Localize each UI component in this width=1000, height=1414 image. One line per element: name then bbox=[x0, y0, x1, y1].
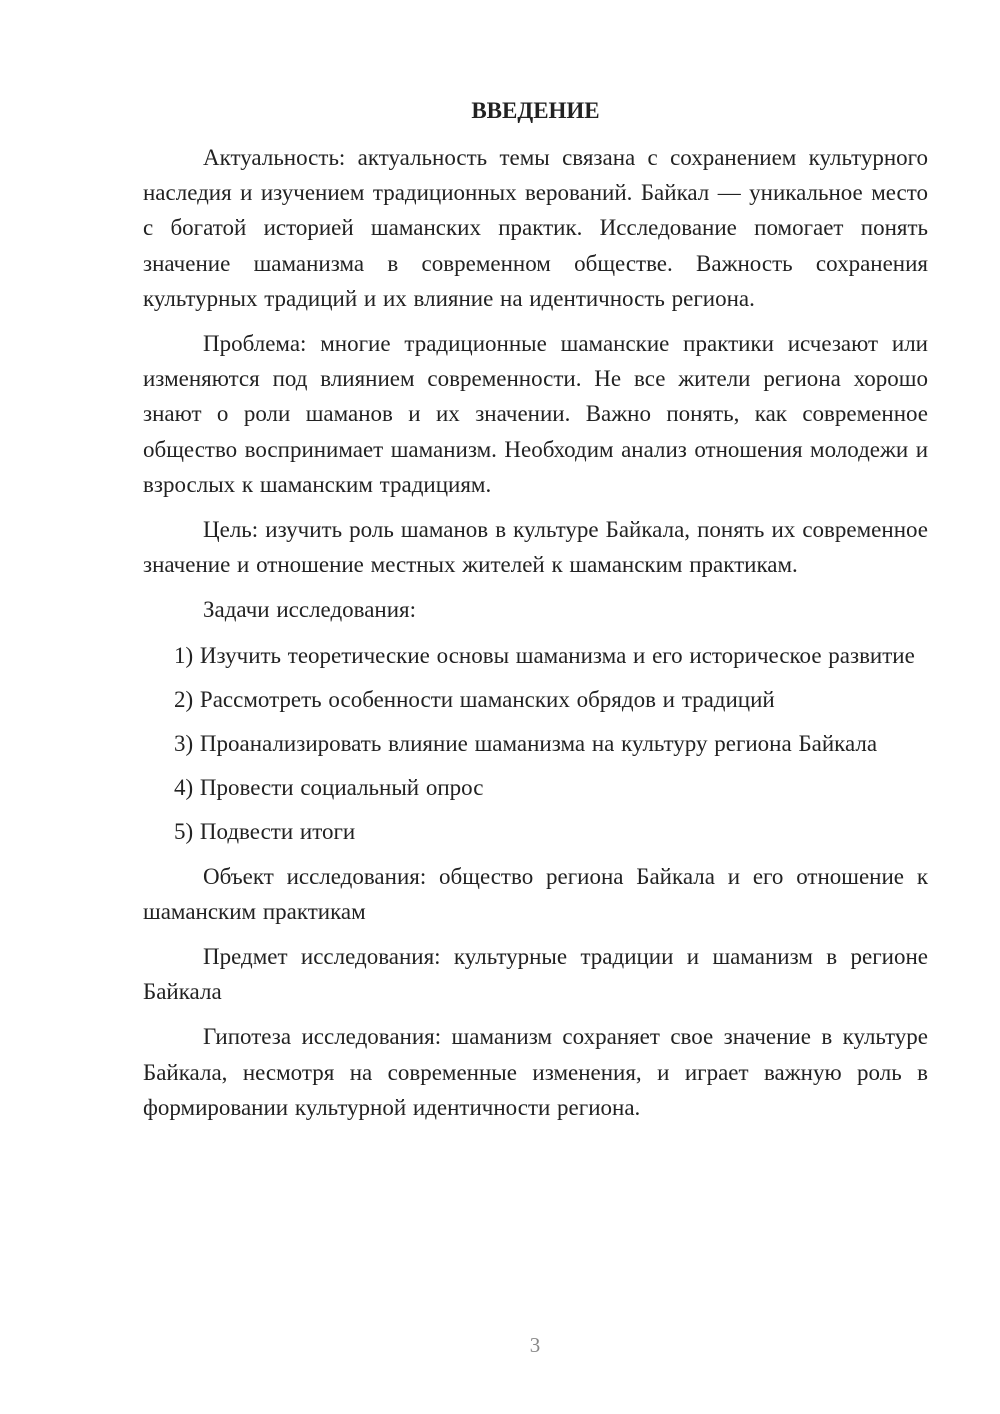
research-object-paragraph: Объект исследования: общество региона Байкала и его отношение к шаманским практикам bbox=[143, 863, 928, 924]
task-item: 3) Проанализировать влияние шаманизма на культуру региона Байкала bbox=[174, 731, 878, 757]
research-subject-paragraph: Предмет исследования: культурные традиции и шаманизм в регионе Байкала bbox=[143, 944, 928, 1005]
problem-paragraph: Проблема: многие традиционные шаманские практики исчезают или изменяются под влиянием современности. Не все жители региона хорошо знают о роли шаманов и их значении. Важно понять, как современное общество воспринимает шаманизм. Необходим анализ отношения молодежи и взрослых к шаманским традициям. bbox=[143, 331, 928, 497]
page-content bbox=[143, 96, 928, 1135]
task-item: 2) Рассмотреть особенности шаманских обрядов и традиций bbox=[174, 686, 775, 712]
page-number: 3 bbox=[529, 1333, 541, 1357]
task-item: 5) Подвести итоги bbox=[174, 819, 356, 845]
task-item: 4) Провести социальный опрос bbox=[174, 775, 484, 801]
page-title: ВВЕДЕНИЕ bbox=[471, 98, 600, 123]
research-hypothesis-paragraph: Гипотеза исследования: шаманизм сохраняет свое значение в культуре Байкала, несмотря на современные изменения, и играет важную роль в формировании культурной идентичности региона. bbox=[143, 1024, 928, 1120]
relevance-paragraph: Актуальность: актуальность темы связана с сохранением культурного наследия и изучением традиционных верований. Байкал — уникальное место с богатой историей шаманских практик. Исследование помогает понять значение шаманизма в современном обществе. Важность сохранения культурных традиций и их влияние на идентичность региона. bbox=[143, 145, 928, 311]
goal-paragraph: Цель: изучить роль шаманов в культуре Байкала, понять их современное значение и отношение местных жителей к шаманским практикам. bbox=[143, 517, 928, 578]
task-item: 1) Изучить теоретические основы шаманизма и его историческое развитие bbox=[174, 642, 915, 668]
tasks-heading: Задачи исследования: bbox=[203, 597, 417, 623]
